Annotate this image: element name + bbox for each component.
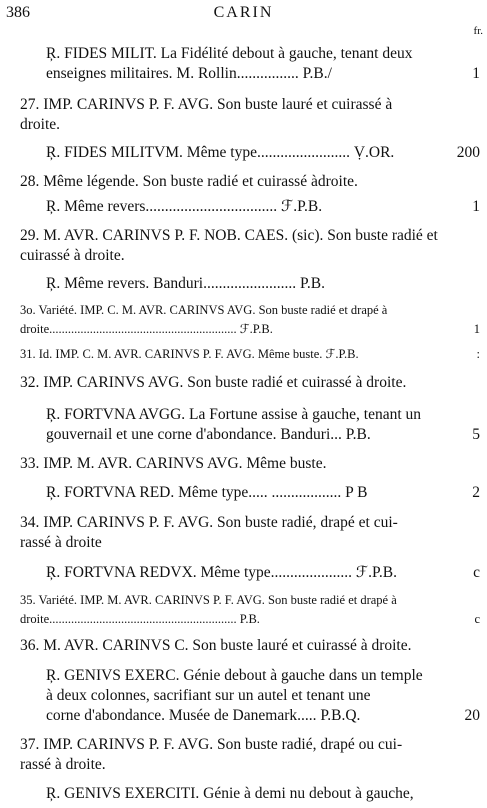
entry-line: 27. IMP. CARINVS P. F. AVG. Son buste lauré et cuirassé à [20, 96, 393, 113]
entry-line: rassé à droite. [20, 756, 106, 773]
entry-line: 32. IMP. CARINVS AVG. Son buste radié et cuirassé à droite. [20, 374, 407, 391]
entry-text [46, 274, 466, 294]
entry-line: Ŗ. Même revers. Banduri........................ P.B. [46, 275, 325, 292]
price-value: : [476, 347, 480, 361]
entry-line: 28. Même légende. Son buste radié et cuirassé àdroite. [20, 173, 358, 190]
entry-line: droite. [20, 116, 61, 133]
price-value: c [473, 564, 480, 581]
entry-line: Ŗ. FORTVNA REDVX. Même type..................... ℱ.P.B. [46, 564, 397, 581]
entry-line: corne d'abondance. Musée de Danemark..... P.B.Q. [46, 707, 361, 724]
entry-line: 31. Id. IMP. C. M. AVR. CARINVS P. F. AVG. Même buste. ℱ.P.B. [20, 347, 359, 361]
entry-line: Ŗ. Même revers.................................. ℱ.P.B. [46, 198, 323, 215]
entry-text [46, 44, 466, 84]
entry-line: 34. IMP. CARINVS P. F. AVG. Son buste radié, drapé et cui- [20, 514, 398, 531]
entry-line: à deux colonnes, sacrifiant sur un autel et tenant une [46, 687, 371, 704]
entry-text [20, 346, 440, 362]
entry-line: 29. M. AVR. CARINVS P. F. NOB. CAES. (sic). Son buste radié et [20, 227, 438, 244]
entry-text [46, 666, 466, 726]
price-value: 1 [473, 322, 480, 336]
entry-line: rassé à droite [20, 534, 102, 551]
unit-label: fr. [473, 25, 483, 37]
entry-text [46, 143, 466, 163]
entry-text [20, 226, 440, 266]
entry-line: cuirassé à droite. [20, 247, 125, 264]
entry-line: droite............................................................ P.B. [20, 612, 260, 626]
entry-text [20, 454, 440, 474]
entry-text [20, 95, 440, 135]
running-title: CARIN [213, 4, 274, 21]
entry-text [46, 483, 466, 503]
entry-line: 36. M. AVR. CARINVS C. Son buste lauré et cuirassé à droite. [20, 637, 412, 654]
entry-text [46, 563, 466, 583]
price-value: 5 [472, 426, 480, 443]
entry-text [20, 513, 440, 553]
entry-text [20, 592, 440, 627]
entry-line: Ŗ. GENIVS EXERC. Génie debout à gauche dans un temple [46, 667, 423, 684]
entry-line: Ŗ. FORTVNA AVGG. La Fortune assise à gauche, tenant un [46, 406, 422, 423]
price-value: 20 [464, 707, 480, 724]
entry-line: gouvernail et une corne d'abondance. Banduri... P.B. [46, 426, 371, 443]
entry-line: 33. IMP. M. AVR. CARINVS AVG. Même buste. [20, 455, 327, 472]
entry-line: Ŗ. FORTVNA RED. Même type..... .................. P B [46, 484, 368, 501]
entry-text [20, 636, 440, 656]
price-value: 2 [472, 484, 480, 501]
page-number: 386 [6, 4, 30, 21]
price-value: 1 [472, 65, 480, 82]
entry-text [20, 735, 440, 775]
entry-text [20, 172, 440, 192]
entry-text [20, 373, 440, 393]
entry-line: Ŗ. FIDES MILITVM. Même type........................ Ṿ.OR. [46, 144, 395, 161]
entry-line: 35. Variété. IMP. M. AVR. CARINVS P. F. AVG. Son buste radié et drapé à [20, 593, 397, 607]
entry-text [46, 784, 466, 804]
entry-line: Ŗ. GENIVS EXERCITI. Génie à demi nu debout à gauche, [46, 785, 414, 802]
entry-line: Ŗ. FIDES MILIT. La Fidélité debout à gauche, tenant deux [46, 45, 413, 62]
price-value: 200 [456, 144, 480, 161]
entry-line: 37. IMP. CARINVS P. F. AVG. Son buste radié, drapé ou cui- [20, 736, 403, 753]
entry-line: droite............................................................ ℱ.P.B. [20, 322, 273, 336]
price-value: 1 [472, 198, 480, 215]
entry-text [20, 302, 440, 337]
entry-line: 3o. Variété. IMP. C. M. AVR. CARINVS AVG. Son buste radié et drapé à [20, 303, 388, 317]
entry-text [46, 405, 466, 445]
entry-text [46, 197, 466, 217]
price-value: c [474, 612, 480, 626]
entry-line: enseignes militaires. M. Rollin................ P.B./ [46, 65, 332, 82]
